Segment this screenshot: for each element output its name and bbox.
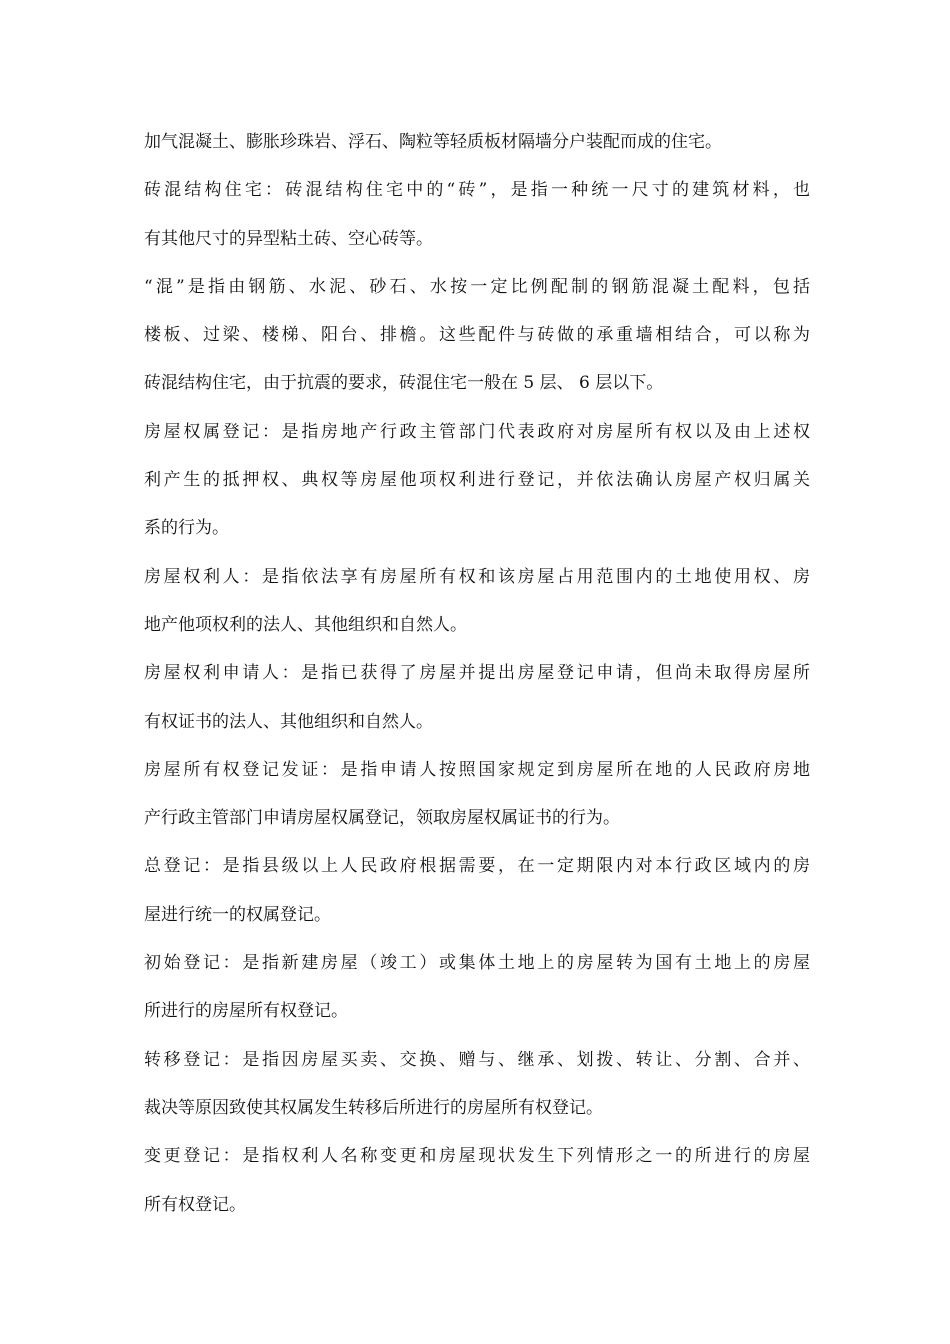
text-line: 房屋所有权登记发证：是指申请人按照国家规定到房屋所在地的人民政府房地 [144,759,810,780]
text-line: 有权证书的法人、其他组织和自然人。 [144,711,433,732]
text-line: 屋进行统一的权属登记。 [144,904,331,925]
text-line: “混”是指由钢筋、水泥、砂石、水按一定比例配制的钢筋混凝土配料，包括 [144,276,810,297]
text-line: 所进行的房屋所有权登记。 [144,1001,348,1022]
text-line: 变更登记：是指权利人名称变更和房屋现状发生下列情形之一的所进行的房屋 [144,1146,810,1167]
text-line: 地产他项权利的法人、其他组织和自然人。 [144,614,467,635]
text-line: 楼板、过梁、楼梯、阳台、排檐。这些配件与砖做的承重墙相结合，可以称为 [144,325,810,346]
text-line: 房屋权利人：是指依法享有房屋所有权和该房屋占用范围内的土地使用权、房 [144,566,810,587]
document-body [144,118,810,1229]
text-line: 利产生的抵押权、典权等房屋他项权利进行登记，并依法确认房屋产权归属关 [144,470,810,491]
text-line: 房屋权利申请人：是指已获得了房屋并提出房屋登记申请，但尚未取得房屋所 [144,663,810,684]
text-line: 总登记：是指县级以上人民政府根据需要，在一定期限内对本行政区域内的房 [144,856,810,877]
text-line: 系的行为。 [144,518,229,539]
text-line: 有其他尺寸的异型粘土砖、空心砖等。 [144,228,433,249]
text-line: 砖混结构住宅，由于抗震的要求，砖混住宅一般在 5 层、 6 层以下。 [144,373,664,394]
text-line: 所有权登记。 [144,1194,246,1215]
text-line: 初始登记：是指新建房屋（竣工）或集体土地上的房屋转为国有土地上的房屋 [144,953,810,974]
text-line: 房屋权属登记：是指房地产行政主管部门代表政府对房屋所有权以及由上述权 [144,421,810,442]
text-line: 产行政主管部门申请房屋权属登记，领取房屋权属证书的行为。 [144,808,620,829]
text-line: 裁决等原因致使其权属发生转移后所进行的房屋所有权登记。 [144,1097,603,1118]
text-line: 加气混凝土、膨胀珍珠岩、浮石、陶粒等轻质板材隔墙分户装配而成的住宅。 [144,132,722,152]
text-line: 砖混结构住宅：砖混结构住宅中的“砖”，是指一种统一尺寸的建筑材料，也 [144,180,810,201]
text-line: 转移登记：是指因房屋买卖、交换、赠与、继承、划拨、转让、分割、合并、 [144,1049,810,1070]
